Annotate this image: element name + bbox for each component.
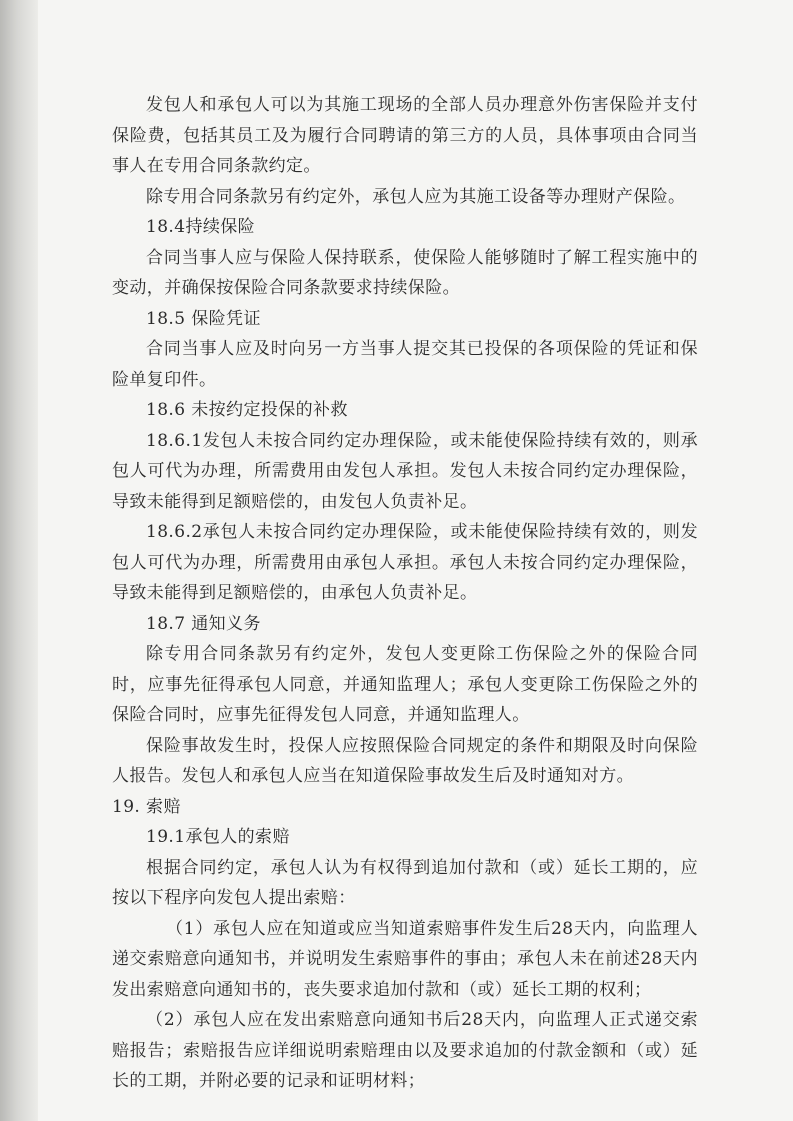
paragraph-worker-insurance: 发包人和承包人可以为其施工现场的全部人员办理意外伤害保险并支付保险费，包括其员工及为履行合同聘请的第三方的人员，具体事项由合同当事人在专用合同条款约定。 <box>112 95 698 176</box>
paragraph-18-4: 合同当事人应与保险人保持联系，使保险人能够随时了解工程实施中的变动，并确保按保险合同条款要求持续保险。 <box>112 247 698 298</box>
heading-19: 19. 索赔 <box>112 796 181 817</box>
paragraph-18-7-a: 除专用合同条款另有约定外，发包人变更除工伤保险之外的保险合同时，应事先征得承包人同意，并通知监理人；承包人变更除工伤保险之外的保险合同时，应事先征得发包人同意，并通知监理人。 <box>112 644 698 725</box>
paragraph-18-7-b: 保险事故发生时，投保人应按照保险合同规定的条件和期限及时向保险人报告。发包人和承包人应当在知道保险事故发生后及时通知对方。 <box>112 735 698 786</box>
heading-18-7: 18.7 通知义务 <box>146 613 261 634</box>
scan-binding-edge <box>0 0 38 1121</box>
paragraph-18-6-2: 18.6.2承包人未按合同约定办理保险，或未能使保险持续有效的，则发包人可代为办理，所需费用由承包人承担。承包人未按合同约定办理保险，导致未能得到足额赔偿的，由承包人负责补足。 <box>112 522 698 603</box>
heading-18-4: 18.4持续保险 <box>146 217 256 237</box>
paragraph-18-5: 合同当事人应及时向另一方当事人提交其已投保的各项保险的凭证和保险单复印件。 <box>112 339 698 390</box>
document-body <box>112 90 698 1097</box>
paragraph-19-1-intro: 根据合同约定，承包人认为有权得到追加付款和（或）延长工期的，应按以下程序向发包人提出索赔： <box>112 857 698 908</box>
paragraph-equipment-insurance: 除专用合同条款另有约定外，承包人应为其施工设备等办理财产保险。 <box>146 186 686 207</box>
paragraph-19-1-item-1: （1）承包人应在知道或应当知道索赔事件发生后28天内，向监理人递交索赔意向通知书，并说明发生索赔事件的事由；承包人未在前述28天内发出索赔意向通知书的，丧失要求追加付款和（或）延长工期的权利； <box>112 918 698 1000</box>
heading-18-6: 18.6 未按约定投保的补救 <box>146 400 348 420</box>
paragraph-19-1-item-2: （2）承包人应在发出索赔意向通知书后28天内，向监理人正式递交索赔报告；索赔报告应详细说明索赔理由以及要求追加的付款金额和（或）延长的工期，并附必要的记录和证明材料； <box>112 1010 698 1091</box>
heading-18-5: 18.5 保险凭证 <box>146 308 261 329</box>
paragraph-18-6-1: 18.6.1发包人未按合同约定办理保险，或未能使保险持续有效的，则承包人可代为办理，所需费用由发包人承担。发包人未按合同约定办理保险，导致未能得到足额赔偿的，由发包人负责补足。 <box>112 430 698 512</box>
heading-19-1: 19.1承包人的索赔 <box>146 827 290 847</box>
